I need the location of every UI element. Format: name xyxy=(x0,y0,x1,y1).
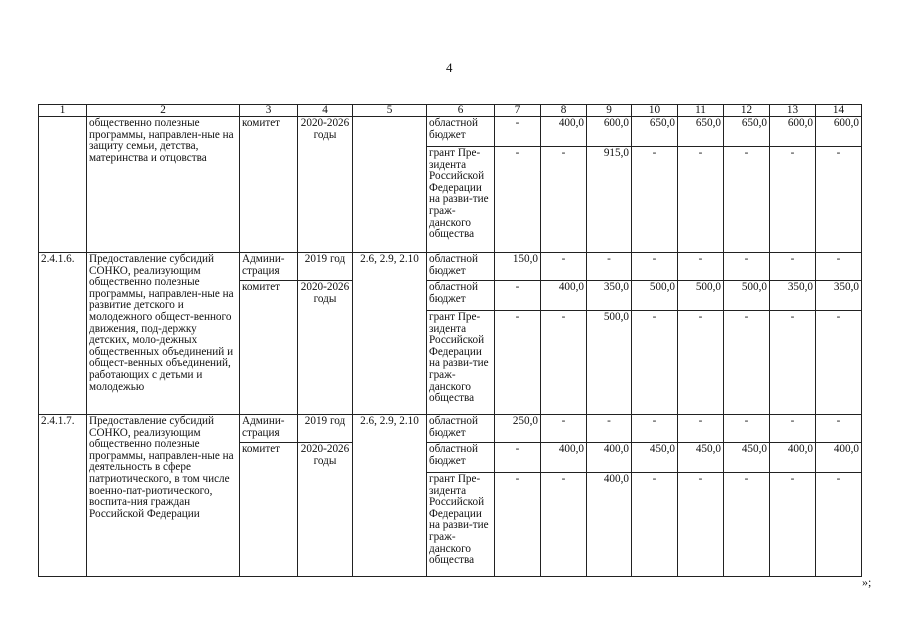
header-cell: 8 xyxy=(541,105,587,117)
header-cell: 1 xyxy=(39,105,87,117)
funding-source: областной бюджет xyxy=(427,117,495,147)
table-row xyxy=(39,117,862,147)
value-cell: - xyxy=(816,473,862,577)
value-cell: 400,0 xyxy=(541,117,587,147)
period: 2020-2026 годы xyxy=(298,281,353,415)
value-cell: - xyxy=(724,473,770,577)
value-cell: 400,0 xyxy=(816,443,862,473)
value-cell: 450,0 xyxy=(678,443,724,473)
value-cell: 350,0 xyxy=(816,281,862,311)
value-cell: - xyxy=(770,253,816,281)
header-cell: 9 xyxy=(587,105,632,117)
header-cell: 6 xyxy=(427,105,495,117)
period: 2019 год xyxy=(298,253,353,281)
value-cell: 650,0 xyxy=(678,117,724,147)
value-cell: - xyxy=(816,311,862,415)
value-cell: - xyxy=(632,311,678,415)
funding-source: грант Пре-зидента Российской Федерации на разви-тие граж-данского общества xyxy=(427,311,495,415)
period: 2020-2026 годы xyxy=(298,443,353,577)
value-cell: - xyxy=(541,311,587,415)
header-cell: 14 xyxy=(816,105,862,117)
executor: комитет xyxy=(240,281,298,415)
budget-table xyxy=(38,104,862,577)
indicators: 2.6, 2.9, 2.10 xyxy=(353,253,427,415)
funding-source: грант Пре-зидента Российской Федерации на разви-тие граж-данского общества xyxy=(427,147,495,253)
value-cell: - xyxy=(770,147,816,253)
value-cell: - xyxy=(587,415,632,443)
value-cell: 600,0 xyxy=(587,117,632,147)
item-number: 2.4.1.7. xyxy=(39,415,87,577)
funding-source: областной бюджет xyxy=(427,281,495,311)
item-number: 2.4.1.6. xyxy=(39,253,87,415)
value-cell: - xyxy=(724,147,770,253)
value-cell: - xyxy=(495,443,541,473)
header-cell: 2 xyxy=(87,105,240,117)
value-cell: - xyxy=(770,473,816,577)
value-cell: - xyxy=(816,253,862,281)
item-number xyxy=(39,117,87,253)
closing-quote-mark: »; xyxy=(862,575,872,589)
period: 2020-2026 годы xyxy=(298,117,353,253)
header-cell: 11 xyxy=(678,105,724,117)
value-cell: 600,0 xyxy=(770,117,816,147)
value-cell: - xyxy=(495,311,541,415)
value-cell: - xyxy=(770,415,816,443)
value-cell: 350,0 xyxy=(587,281,632,311)
table-row xyxy=(39,253,862,281)
value-cell: - xyxy=(541,473,587,577)
executor: комитет xyxy=(240,117,298,253)
header-row xyxy=(39,105,862,117)
value-cell: 650,0 xyxy=(632,117,678,147)
value-cell: - xyxy=(632,473,678,577)
value-cell: 250,0 xyxy=(495,415,541,443)
header-cell: 12 xyxy=(724,105,770,117)
value-cell: - xyxy=(724,311,770,415)
value-cell: - xyxy=(541,415,587,443)
value-cell: - xyxy=(816,147,862,253)
value-cell: 400,0 xyxy=(770,443,816,473)
executor: Админи-страция xyxy=(240,415,298,443)
value-cell: - xyxy=(632,147,678,253)
value-cell: - xyxy=(541,253,587,281)
value-cell: - xyxy=(495,473,541,577)
value-cell: - xyxy=(587,253,632,281)
funding-source: областной бюджет xyxy=(427,253,495,281)
program-description: Предоставление субсидий СОНКО, реализующим общественно полезные программы, направлен-ные на развитие детского и молодежного общест-венного движения, под-держку детских, моло-дежных общественных объединений и общест-венных объединений, работающих с детьми и молодежью xyxy=(87,253,240,415)
header-cell: 3 xyxy=(240,105,298,117)
program-description: общественно полезные программы, направлен-ные на защиту семьи, детства, материнства и отцовства xyxy=(87,117,240,253)
value-cell: - xyxy=(678,147,724,253)
value-cell: 500,0 xyxy=(587,311,632,415)
header-cell: 7 xyxy=(495,105,541,117)
value-cell: 400,0 xyxy=(587,473,632,577)
value-cell: 650,0 xyxy=(724,117,770,147)
header-cell: 4 xyxy=(298,105,353,117)
funding-source: областной бюджет xyxy=(427,415,495,443)
value-cell: 500,0 xyxy=(724,281,770,311)
value-cell: - xyxy=(632,415,678,443)
value-cell: 400,0 xyxy=(541,443,587,473)
value-cell: - xyxy=(724,415,770,443)
value-cell: - xyxy=(495,147,541,253)
value-cell: - xyxy=(495,117,541,147)
value-cell: - xyxy=(541,147,587,253)
value-cell: - xyxy=(495,281,541,311)
value-cell: - xyxy=(678,253,724,281)
funding-source: грант Пре-зидента Российской Федерации на разви-тие граж-данского общества xyxy=(427,473,495,577)
value-cell: 915,0 xyxy=(587,147,632,253)
value-cell: 500,0 xyxy=(678,281,724,311)
header-cell: 5 xyxy=(353,105,427,117)
table-row xyxy=(39,415,862,443)
period: 2019 год xyxy=(298,415,353,443)
value-cell: - xyxy=(724,253,770,281)
value-cell: - xyxy=(632,253,678,281)
value-cell: 400,0 xyxy=(587,443,632,473)
executor: Админи-страция xyxy=(240,253,298,281)
value-cell: 400,0 xyxy=(541,281,587,311)
value-cell: 450,0 xyxy=(632,443,678,473)
value-cell: - xyxy=(770,311,816,415)
header-cell: 10 xyxy=(632,105,678,117)
value-cell: - xyxy=(678,311,724,415)
value-cell: 450,0 xyxy=(724,443,770,473)
program-description: Предоставление субсидий СОНКО, реализующим общественно полезные программы, направлен-ные на деятельность в сфере патриотического, в том числе военно-пат-риотического, воспита-ния граждан Российской Федерации xyxy=(87,415,240,577)
value-cell: 600,0 xyxy=(816,117,862,147)
executor: комитет xyxy=(240,443,298,577)
header-cell: 13 xyxy=(770,105,816,117)
value-cell: - xyxy=(816,415,862,443)
page-number: 4 xyxy=(446,60,453,75)
indicators xyxy=(353,117,427,253)
indicators: 2.6, 2.9, 2.10 xyxy=(353,415,427,577)
value-cell: 150,0 xyxy=(495,253,541,281)
value-cell: 350,0 xyxy=(770,281,816,311)
value-cell: 500,0 xyxy=(632,281,678,311)
value-cell: - xyxy=(678,415,724,443)
funding-source: областной бюджет xyxy=(427,443,495,473)
value-cell: - xyxy=(678,473,724,577)
